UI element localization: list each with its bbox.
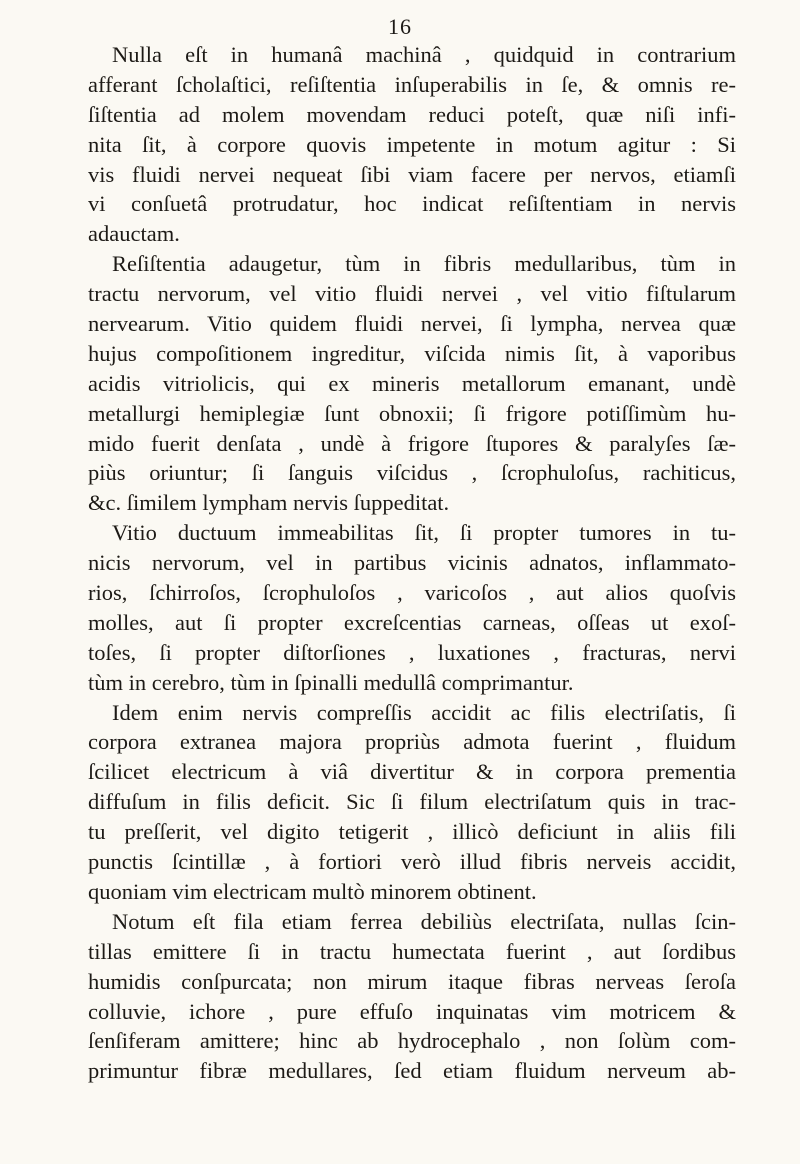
text-line: humidis conſpurcata; non mirum itaque fibras nerveas ſeroſa xyxy=(88,968,736,994)
text-line: diffuſum in filis deficit. Sic ſi filum electriſatum quis in trac- xyxy=(88,789,736,815)
text-line: tu preſſerit, vel digito tetigerit , illicò deficiunt in aliis fili xyxy=(88,819,736,845)
paragraph xyxy=(88,249,736,518)
page-number: 16 xyxy=(388,14,412,39)
text-line: adauctam. xyxy=(88,221,180,247)
text-line: piùs oriuntur; ſi ſanguis viſcidus , ſcrophuloſus, rachiticus, xyxy=(88,460,736,486)
paragraph xyxy=(88,907,736,1086)
text-line: vis fluidi nervei nequeat ſibi viam facere per nervos, etiamſi xyxy=(88,161,736,187)
paragraph xyxy=(88,40,736,249)
text-line: primuntur fibræ medullares, ſed etiam fluidum nerveum ab- xyxy=(88,1058,736,1084)
text-line: colluvie, ichore , pure effuſo inquinatas vim motricem & xyxy=(88,998,736,1024)
text-line: tùm in cerebro, tùm in ſpinalli medullâ comprimantur. xyxy=(88,669,574,695)
text-line: mido fuerit denſata , undè à frigore ſtupores & paralyſes ſæ- xyxy=(88,430,736,456)
text-line: tillas emittere ſi in tractu humectata fuerint , aut ſordibus xyxy=(88,938,736,964)
text-line: rios, ſchirroſos, ſcrophuloſos , varicoſos , aut alios quoſvis xyxy=(88,580,736,606)
text-line: vi conſuetâ protrudatur, hoc indicat reſiſtentiam in nervis xyxy=(88,191,736,217)
text-line: ſcilicet electricum à viâ divertitur & in corpora prementia xyxy=(88,759,736,785)
text-line: ſenſiferam amittere; hinc ab hydrocephalo , non ſolùm com- xyxy=(88,1028,736,1054)
text-line: punctis ſcintillæ , à fortiori verò illud fibris nerveis accidit, xyxy=(88,849,736,875)
text-line: Notum eſt fila etiam ferrea debiliùs electriſata, nullas ſcin- xyxy=(112,908,736,934)
text-line: &c. ſimilem lympham nervis ſuppeditat. xyxy=(88,490,450,516)
text-line: nicis nervorum, vel in partibus vicinis adnatos, inflammato- xyxy=(88,550,736,576)
text-line: Reſiſtentia adaugetur, tùm in fibris medullaribus, tùm in xyxy=(112,251,736,277)
text-line: Idem enim nervis compreſſis accidit ac filis electriſatis, ſi xyxy=(112,699,736,725)
text-line: corpora extranea majora propriùs admota fuerint , fluidum xyxy=(88,729,736,755)
text-line: molles, aut ſi propter excreſcentias carneas, oſſeas ut exoſ- xyxy=(88,609,736,635)
text-line: metallurgi hemiplegiæ ſunt obnoxii; ſi frigore potiſſimùm hu- xyxy=(88,400,736,426)
text-line: nervearum. Vitio quidem fluidi nervei, ſi lympha, nervea quæ xyxy=(88,311,736,337)
text-line: quoniam vim electricam multò minorem obtinent. xyxy=(88,878,537,904)
paragraph xyxy=(88,518,736,697)
text-line: tractu nervorum, vel vitio fluidi nervei , vel vitio fiſtularum xyxy=(88,281,736,307)
text-line: toſes, ſi propter diſtorſiones , luxationes , fracturas, nervi xyxy=(88,639,736,665)
text-line: Vitio ductuum immeabilitas ſit, ſi propter tumores in tu- xyxy=(112,520,736,546)
body-text xyxy=(88,40,736,1086)
text-line: acidis vitriolicis, qui ex mineris metallorum emanant, undè xyxy=(88,370,736,396)
paragraph xyxy=(88,698,736,907)
text-line: afferant ſcholaſtici, reſiſtentia inſuperabilis in ſe, & omnis re- xyxy=(88,71,736,97)
text-line: Nulla eſt in humanâ machinâ , quidquid in contrarium xyxy=(112,42,736,67)
text-line: nita ſit, à corpore quovis impetente in motum agitur : Si xyxy=(88,131,736,157)
text-line: hujus compoſitionem ingreditur, viſcida nimis ſit, à vaporibus xyxy=(88,340,736,366)
text-line: ſiſtentia ad molem movendam reduci poteſt, quæ niſi infi- xyxy=(88,101,736,127)
